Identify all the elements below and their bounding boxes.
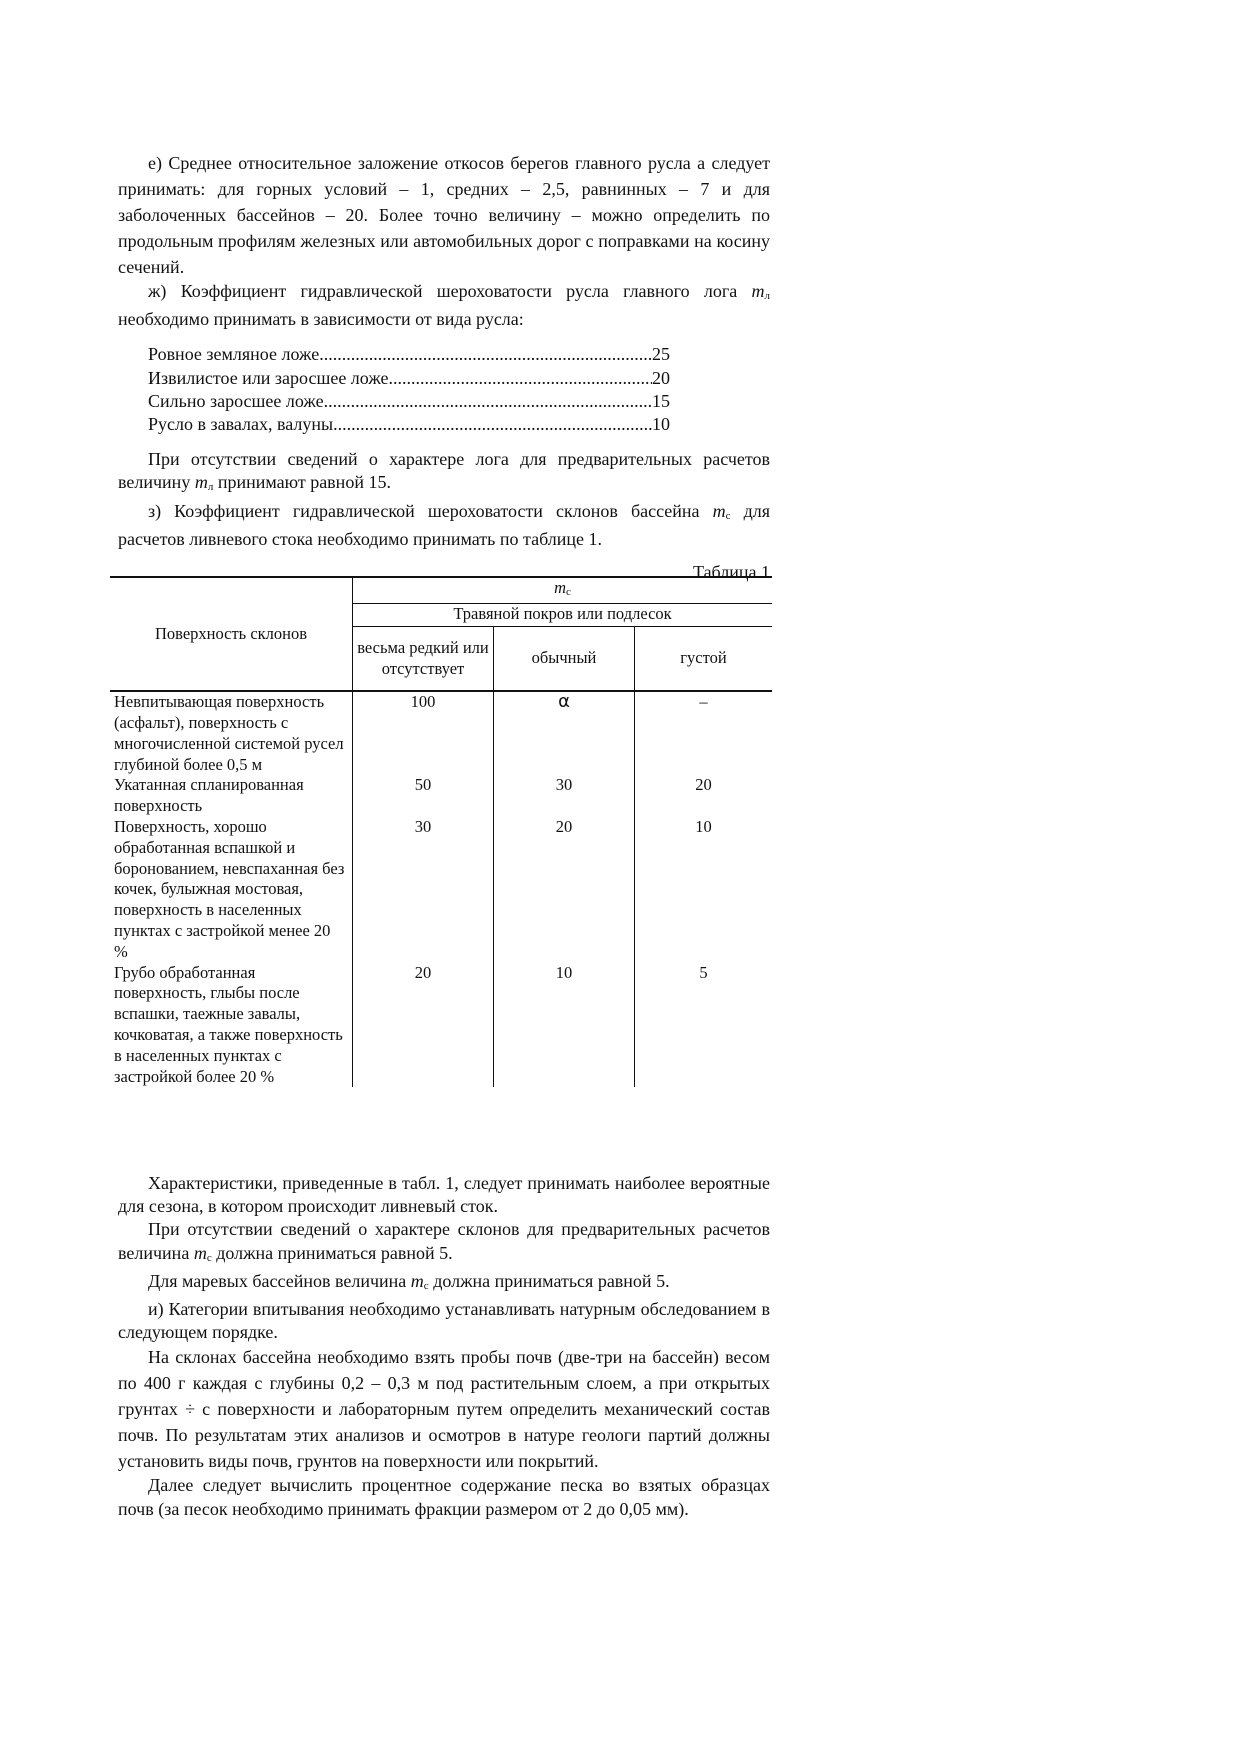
list-item: Извилистое или заросшее ложе ..... 20 — [148, 367, 670, 390]
paragraph-zh: ж) Коэффициент гидравлической шероховатости русла главного лога $m_л$ необходимо принимать в зависимости от вида русла: — [118, 281, 770, 330]
table-row — [110, 963, 772, 1088]
column-header: весьма редкий или отсутствует — [353, 626, 494, 691]
paragraph-z: з) Коэффициент гидравлической шероховатости склонов бассейна $m_с$ для расчетов ливневого стока необходимо принимать по таблице 1. — [118, 500, 770, 549]
text-block-bottom — [118, 1172, 770, 1521]
row-header: Поверхность склонов — [110, 577, 353, 691]
text-block-top — [118, 150, 770, 584]
surface-cell: Невпитывающая поверхность (асфальт), поверхность с многочисленной системой русел глубиной более 0,5 м — [114, 692, 344, 774]
paragraph-characteristics: Характеристики, приведенные в табл. 1, следует принимать наиболее вероятные для сезона, в котором происходит ливневый сток. — [118, 1173, 770, 1217]
paragraph-absent-log: При отсутствии сведений о характере лога для предварительных расчетов величину $m_л$ принимают равной 15. — [118, 449, 770, 494]
list-item: Ровное земляное ложе ..... 25 — [148, 343, 670, 366]
value-cell: 50 — [353, 775, 494, 817]
value-cell: 20 — [494, 817, 635, 963]
column-header: обычный — [494, 626, 635, 691]
surface-cell: Укатанная спланированная поверхность — [114, 775, 304, 816]
value-cell: 100 — [353, 691, 494, 775]
paragraph-absent-slopes: При отсутствии сведений о характере склонов для предварительных расчетов величина $m_с$ должна приниматься равной 5. — [118, 1219, 770, 1264]
surface-cell: Поверхность, хорошо обработанная вспашкой и боронованием, невспаханная без кочек, булыжная мостовая, поверхность в населенных пунктах с застройкой менее 20 % — [114, 817, 345, 961]
roughness-list — [148, 343, 670, 436]
value-cell: 10 — [494, 963, 635, 1088]
table-row — [110, 817, 772, 963]
paragraph-sand: Далее следует вычислить процентное содержание песка во взятых образцах почв (за песок необходимо принимать фракции размером от 2 до 0,05 мм). — [118, 1475, 770, 1519]
list-item: Сильно заросшее ложе ..... 15 — [148, 390, 670, 413]
table-caption: Таблица 1 — [693, 562, 770, 583]
value-cell: 10 — [635, 817, 773, 963]
value-cell: 20 — [353, 963, 494, 1088]
surface-cell: Грубо обработанная поверхность, глыбы после вспашки, таежные завалы, кочковатая, а также поверхность в населенных пунктах с застройкой более 20 % — [114, 962, 343, 1086]
paragraph-e: е) Среднее относительное заложение откосов берегов главного русла а следует принимать: для горных условий – 1, средних – 2,5, равнинных – 7 и для заболоченных бассейнов – 20. Более точно величину – можно определить по продольным профилям железных или автомобильных дорог с поправками на косину сечений. — [118, 153, 770, 277]
list-item: Русло в завалах, валуны ..... 10 — [148, 413, 670, 436]
header-mc: $m_с$ — [353, 577, 773, 603]
group-header: Травяной покров или подлесок — [353, 603, 773, 626]
paragraph-i: и) Категории впитывания необходимо устанавливать натурным обследованием в следующем порядке. — [118, 1299, 770, 1343]
value-cell: 30 — [494, 775, 635, 817]
value-cell: 5 — [635, 963, 773, 1088]
value-cell: – — [635, 691, 773, 775]
column-header: густой — [635, 626, 773, 691]
table-row — [110, 691, 772, 775]
value-cell: α — [494, 691, 635, 775]
table-row — [110, 775, 772, 817]
paragraph-marsh: Для маревых бассейнов величина $m_с$ должна приниматься равной 5. — [148, 1270, 670, 1292]
value-cell: 30 — [353, 817, 494, 963]
table-1 — [110, 576, 772, 1087]
paragraph-samples: На склонах бассейна необходимо взять пробы почв (две-три на бассейн) весом по 400 г каждая с глубины 0,2 – 0,3 м под растительным слоем, а при открытых грунтах ÷ с поверхности и лабораторным путем определить механический состав почв. По результатам этих анализов и осмотров в натуре геологи партий должны установить виды почв, грунтов на поверхности или покрытий. — [118, 1347, 770, 1472]
value-cell: 20 — [635, 775, 773, 817]
